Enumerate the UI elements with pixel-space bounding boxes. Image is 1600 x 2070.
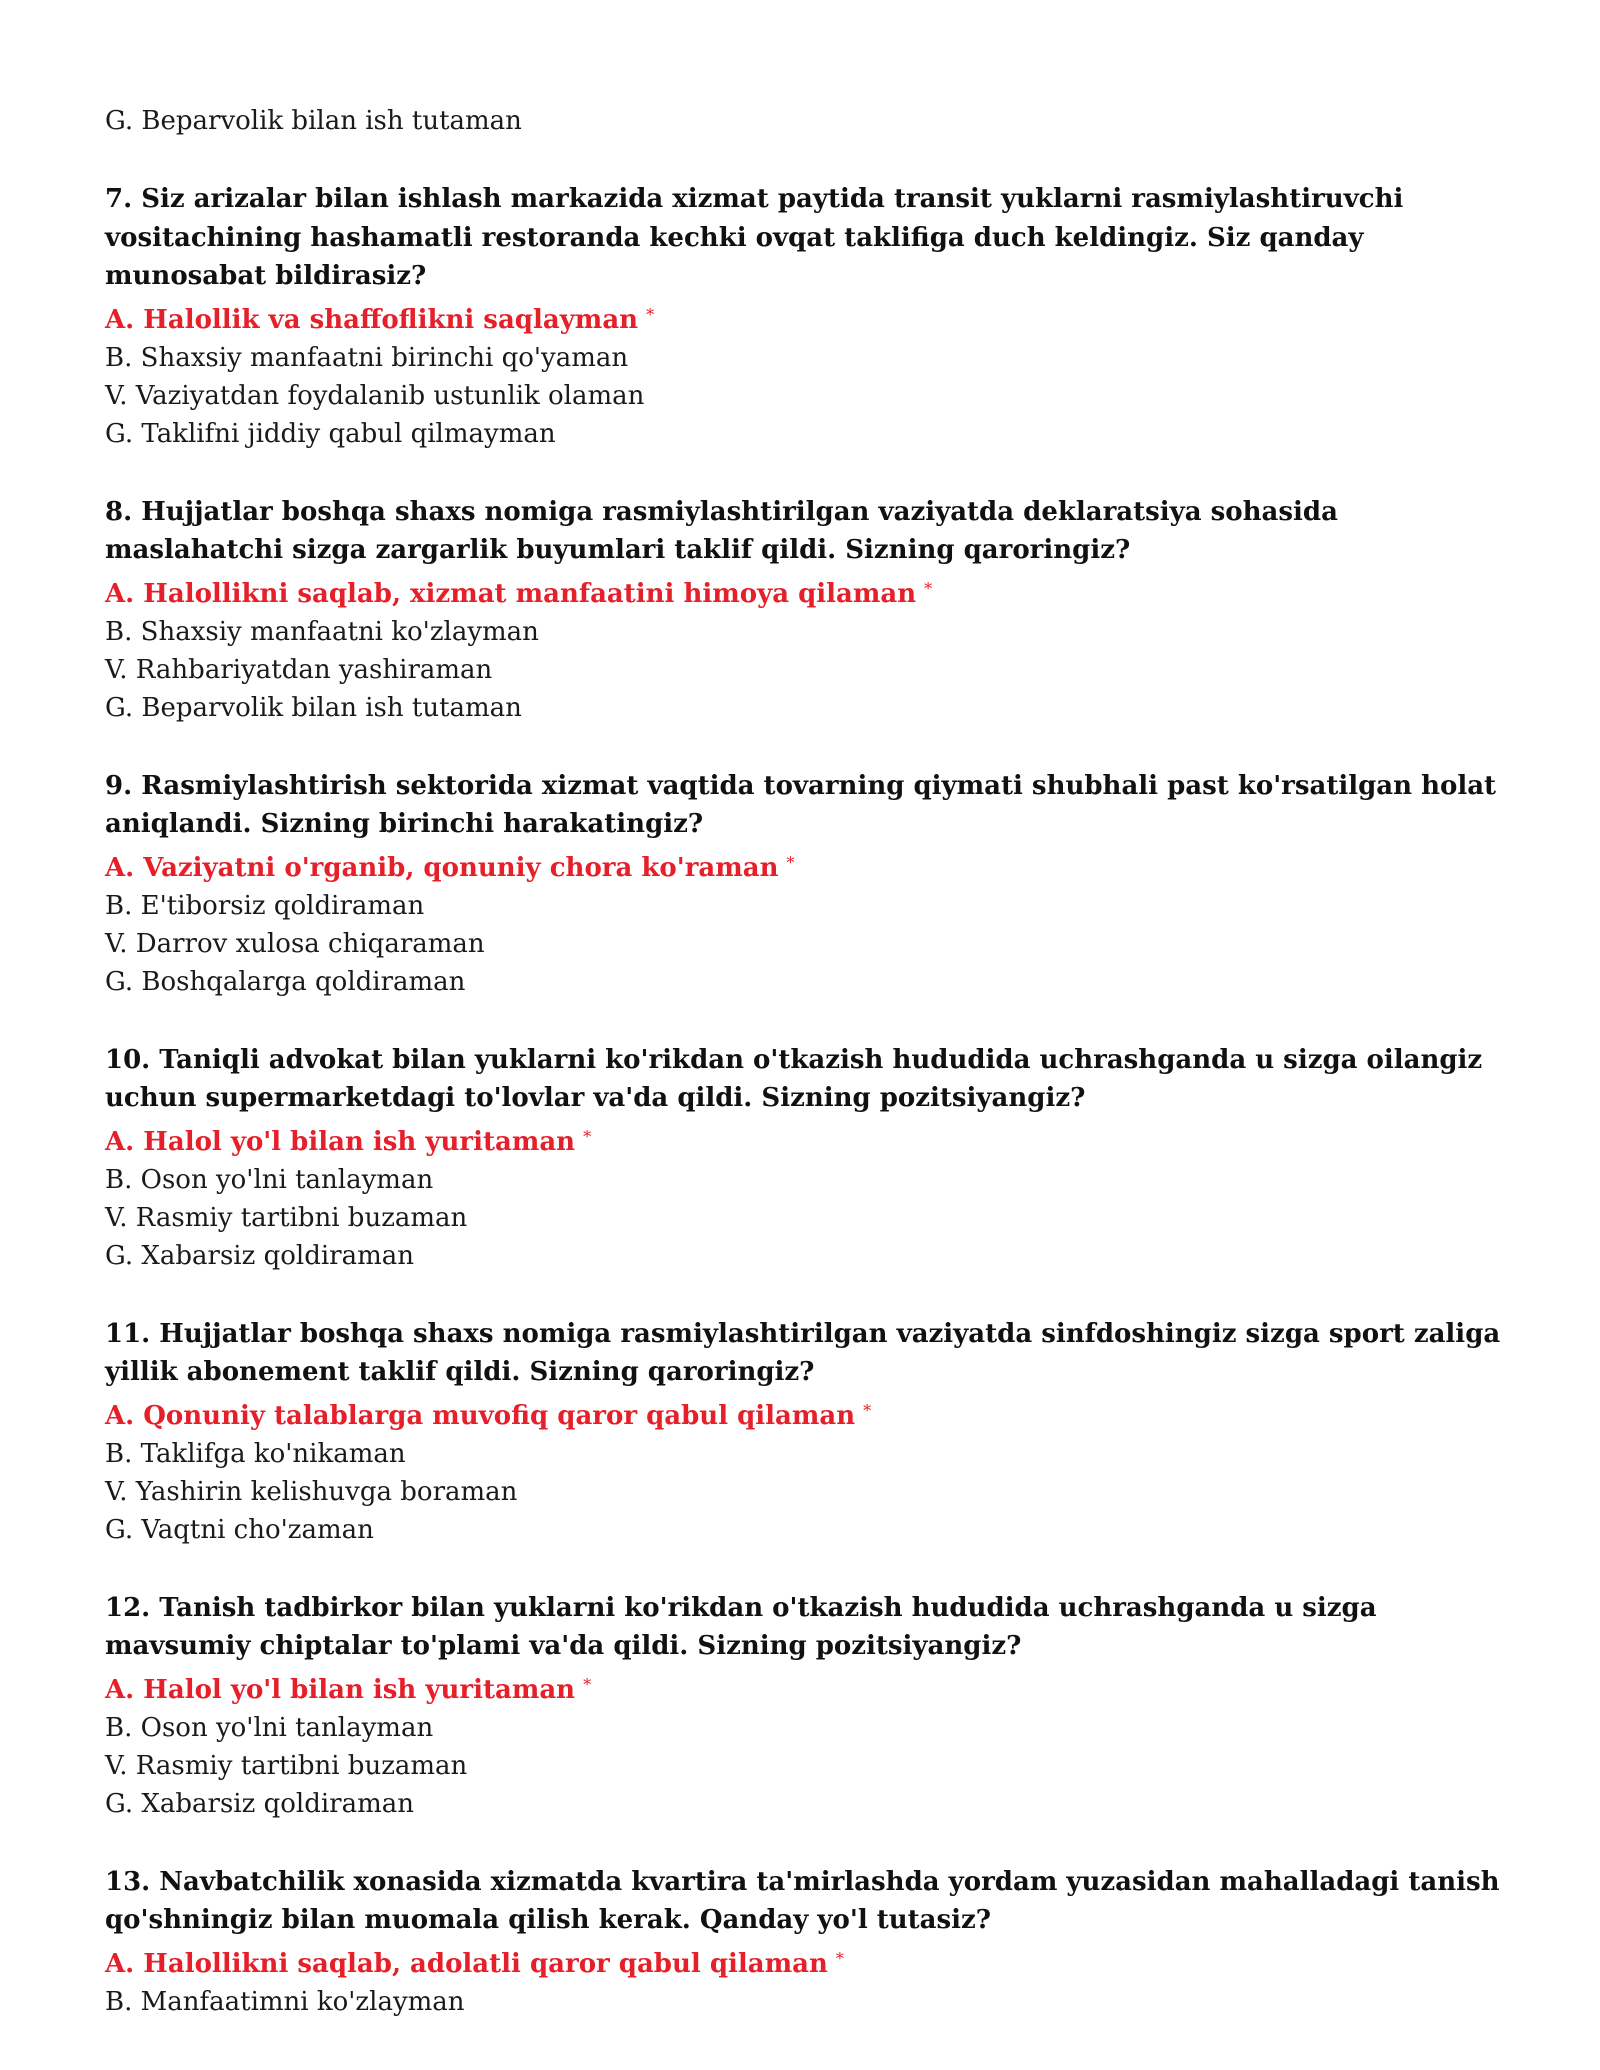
correct-option xyxy=(105,1392,1505,1435)
question-block xyxy=(105,1863,1505,2021)
option: G. Taklifni jiddiy qabul qilmayman xyxy=(105,418,556,449)
option: G. Vaqtni cho'zaman xyxy=(105,1514,374,1545)
correct-marker: * xyxy=(583,1126,592,1146)
option: B. Shaxsiy manfaatni birinchi qo'yaman xyxy=(105,342,629,373)
option-label: A. Halollikni saqlab, xizmat manfaatini himoya qilaman xyxy=(105,578,917,609)
option-label: A. Vaziyatni o'rganib, qonuniy chora ko'raman xyxy=(105,852,779,883)
question-text: 13. Navbatchilik xonasida xizmatda kvartira ta'mirlashda yordam yuzasidan mahalladagi tanish qo'shningiz bilan muomala qilish kerak. Qanday yo'l tutasiz? xyxy=(105,1866,1500,1935)
continued-option: G. Beparvolik bilan ish tutaman xyxy=(105,106,522,136)
correct-option xyxy=(105,1118,1505,1161)
correct-marker: * xyxy=(583,1674,592,1694)
option: G. Beparvolik bilan ish tutaman xyxy=(105,692,522,723)
question-text: 10. Taniqli advokat bilan yuklarni ko'rikdan o'tkazish hududida uchrashganda u sizga oilangiz uchun supermarketdagi to'lovlar va'da qildi. Sizning pozitsiyangiz? xyxy=(105,1044,1483,1113)
option: G. Boshqalarga qoldiraman xyxy=(105,966,466,997)
option: V. Rahbariyatdan yashiraman xyxy=(105,654,493,685)
correct-option xyxy=(105,570,1505,613)
correct-option xyxy=(105,844,1505,887)
option: B. E'tiborsiz qoldiraman xyxy=(105,890,425,921)
option: B. Oson yo'lni tanlayman xyxy=(105,1164,434,1195)
option: V. Darrov xulosa chiqaraman xyxy=(105,928,485,959)
correct-option xyxy=(105,1940,1505,1983)
option: B. Manfaatimni ko'zlayman xyxy=(105,1986,465,2017)
option: G. Xabarsiz qoldiraman xyxy=(105,1240,414,1271)
option-label: A. Halollik va shaffoflikni saqlayman xyxy=(105,304,639,335)
correct-marker: * xyxy=(835,1948,844,1968)
option: B. Shaxsiy manfaatni ko'zlayman xyxy=(105,616,539,647)
option: V. Rasmiy tartibni buzaman xyxy=(105,1202,468,1233)
option: B. Oson yo'lni tanlayman xyxy=(105,1712,434,1743)
question-block xyxy=(105,180,1505,453)
question-text: 9. Rasmiylashtirish sektorida xizmat vaqtida tovarning qiymati shubhali past ko'rsatilgan holat aniqlandi. Sizning birinchi harakatingiz? xyxy=(105,770,1497,839)
question-text: 12. Tanish tadbirkor bilan yuklarni ko'rikdan o'tkazish hududida uchrashganda u sizga mavsumiy chiptalar to'plami va'da qildi. Sizning pozitsiyangiz? xyxy=(105,1592,1377,1661)
option-label: A. Halol yo'l bilan ish yuritaman xyxy=(105,1674,576,1705)
correct-option xyxy=(105,296,1505,339)
option: G. Xabarsiz qoldiraman xyxy=(105,1788,414,1819)
question-block xyxy=(105,1041,1505,1275)
question-block xyxy=(105,767,1505,1001)
option: V. Vaziyatdan foydalanib ustunlik olaman xyxy=(105,380,645,411)
correct-option xyxy=(105,1666,1505,1709)
question-block xyxy=(105,1589,1505,1823)
question-text: 8. Hujjatlar boshqa shaxs nomiga rasmiylashtirilgan vaziyatda deklaratsiya sohasida maslahatchi sizga zargarlik buyumlari taklif qildi. Sizning qaroringiz? xyxy=(105,496,1338,565)
option: V. Yashirin kelishuvga boraman xyxy=(105,1476,518,1507)
option: B. Taklifga ko'nikaman xyxy=(105,1438,406,1469)
question-block xyxy=(105,493,1505,727)
correct-marker: * xyxy=(786,852,795,872)
option-label: A. Qonuniy talablarga muvofiq qaror qabul qilaman xyxy=(105,1400,856,1431)
correct-marker: * xyxy=(924,578,933,598)
quiz-document xyxy=(105,102,1505,2021)
question-text: 11. Hujjatlar boshqa shaxs nomiga rasmiylashtirilgan vaziyatda sinfdoshingiz sizga sport zaliga yillik abonement taklif qildi. Sizning qaroringiz? xyxy=(105,1318,1501,1387)
option: V. Rasmiy tartibni buzaman xyxy=(105,1750,468,1781)
question-text: 7. Siz arizalar bilan ishlash markazida xizmat paytida transit yuklarni rasmiylashtiruvchi vositachining hashamatli restoranda kechki ovqat taklifiga duch keldingiz. Siz qanday munosabat bildirasiz? xyxy=(105,184,1404,291)
option-label: A. Halol yo'l bilan ish yuritaman xyxy=(105,1126,576,1157)
correct-marker: * xyxy=(863,1400,872,1420)
correct-marker: * xyxy=(646,304,655,324)
option-label: A. Halollikni saqlab, adolatli qaror qabul qilaman xyxy=(105,1948,828,1979)
question-block xyxy=(105,1315,1505,1549)
